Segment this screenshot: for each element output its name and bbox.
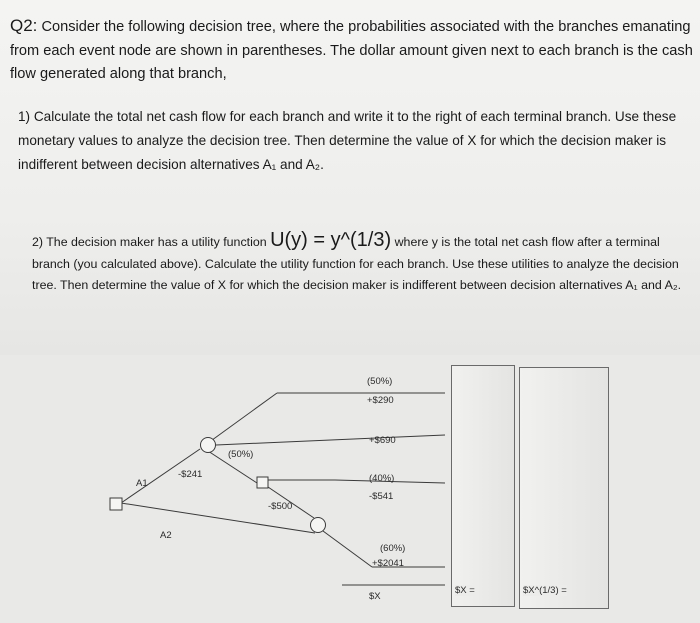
part-1-text: 1) Calculate the total net cash flow for each branch and write it to the right of each terminal branch. Use these monetary values to analyze the decision tree. Then determine the value of X for which the decision maker is indifferent between decision alternatives A₁ and A₂. <box>18 109 677 172</box>
utility-formula: U(y) = y^(1/3) <box>270 229 392 251</box>
chance-node-upper <box>201 438 216 453</box>
question-label: Q2: <box>10 16 38 35</box>
fourth-branch-value: +$2041 <box>372 558 404 569</box>
upper-event-prob: (50%) <box>228 449 254 460</box>
edge-second-terminal <box>216 435 445 445</box>
top-branch-prob: (50%) <box>367 376 393 387</box>
alt-a2-label: A2 <box>160 530 172 541</box>
third-branch-value: -$541 <box>369 491 394 502</box>
a2-value: $X <box>369 591 381 602</box>
col1-label: $X = <box>455 585 475 596</box>
fourth-branch-prob: (60%) <box>380 543 406 554</box>
part-2-after: where y is the total net cash flow after a terminal branch (you calculated above). Calculate the utility function for each branch. Use these utilities to analyze the decision tree. Then determine the value of X for which the decision maker is indifferent between decision alternatives A₁ and A₂. <box>32 235 682 292</box>
edge-lower-bottom <box>323 531 372 567</box>
answer-column-cash-flow <box>451 365 515 607</box>
top-branch-value: +$290 <box>367 395 394 406</box>
second-branch-value: +$690 <box>369 435 396 446</box>
col2-label: $X^(1/3) = <box>523 585 567 596</box>
third-branch-prob: (40%) <box>369 473 395 484</box>
answer-column-utility <box>519 367 609 609</box>
decision-node-inner <box>257 477 268 488</box>
part-2-before: 2) The decision maker has a utility function <box>32 235 271 249</box>
part-2-text <box>32 230 692 297</box>
edge-upper-top <box>208 393 277 443</box>
lower-cost: -$500 <box>268 501 293 512</box>
decision-tree <box>0 355 700 623</box>
chance-node-lower <box>311 518 326 533</box>
question-intro <box>10 14 696 87</box>
alt-a1-label: A1 <box>136 478 148 489</box>
decision-node-root <box>110 498 122 510</box>
a1-cost: -$241 <box>178 469 203 480</box>
question-intro-text: Consider the following decision tree, where the probabilities associated with the branches emanating from each event node are shown in parentheses. The dollar amount given next to each branch is the cash flow generated along that branch, <box>10 19 693 82</box>
